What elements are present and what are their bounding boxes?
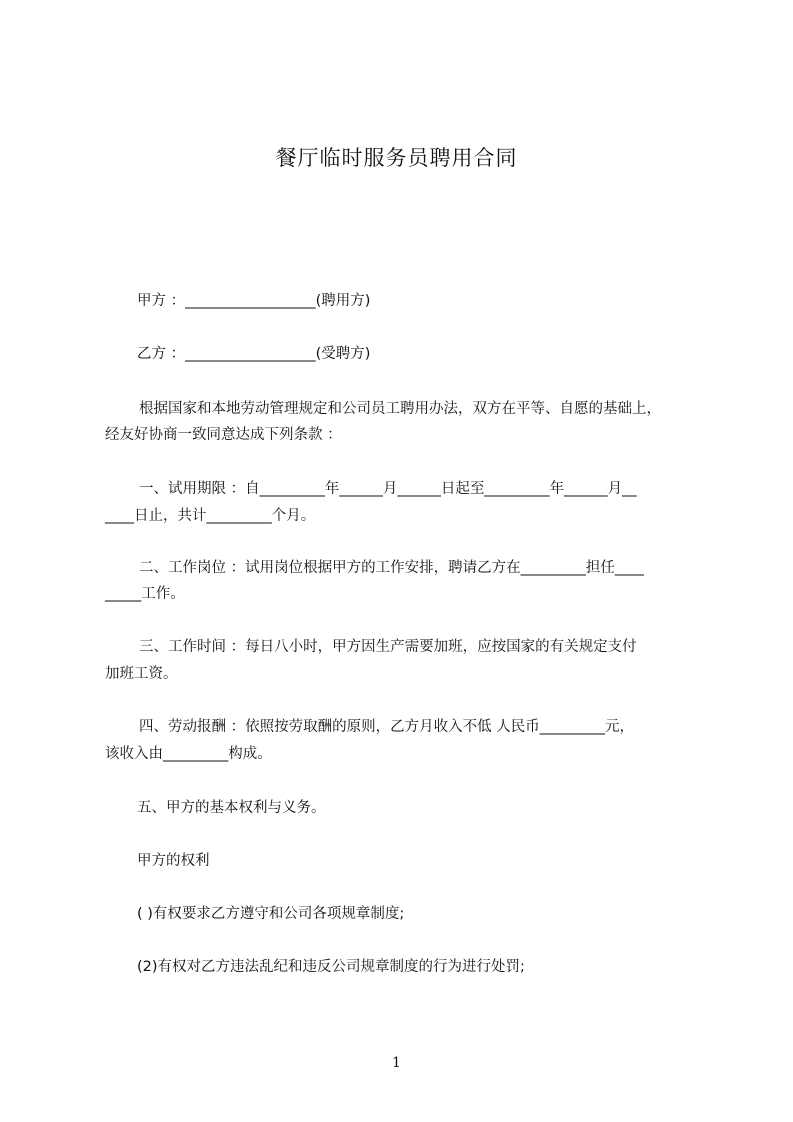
preamble-line-2: 经友好协商一致同意达成下列条款 ： bbox=[105, 427, 342, 443]
clause-5-heading: 五、甲方的基本权利与义务。 bbox=[137, 800, 326, 816]
clause-2-line-2: _____工作。 bbox=[105, 586, 185, 602]
clause-1-line-1: 一、试用期限 ：自_________年______月______日起至_________年______月__ bbox=[139, 481, 637, 497]
right-item-1: ( )有权要求乙方遵守和公司各项规章制度; bbox=[137, 906, 405, 922]
clause-1-line-2: ____日止，共计_________个月。 bbox=[105, 508, 316, 524]
page-number: 1 bbox=[392, 1055, 401, 1071]
clause-4-line-1: 四、劳动报酬 ：依照按劳取酬的原则，乙方月收入不低 人民币_________元， bbox=[139, 719, 634, 735]
preamble-line-1: 根据国家和本地劳动管理规定和公司员工聘用办法，双方在平等、自愿的基础上， bbox=[139, 401, 661, 417]
party-a-line: 甲方 ：__________________(聘用方) bbox=[137, 293, 371, 309]
clause-3-line-1: 三、工作时间 ：每日八小时，甲方因生产需要加班，应按国家的有关规定支付 bbox=[139, 639, 637, 655]
party-b-line: 乙方 ：__________________(受聘方) bbox=[137, 346, 371, 362]
clause-4-line-2: 该收入由_________构成。 bbox=[105, 746, 272, 762]
document-title: 餐厅临时服务员聘用合同 bbox=[275, 146, 518, 170]
rights-heading: 甲方的权利 bbox=[137, 853, 210, 869]
right-item-2: (2)有权对乙方违法乱纪和违反公司规章制度的行为进行处罚; bbox=[137, 959, 525, 975]
clause-2-line-1: 二、工作岗位 ：试用岗位根据甲方的工作安排，聘请乙方在_________担任____ bbox=[139, 560, 644, 576]
clause-3-line-2: 加班工资。 bbox=[105, 666, 178, 682]
